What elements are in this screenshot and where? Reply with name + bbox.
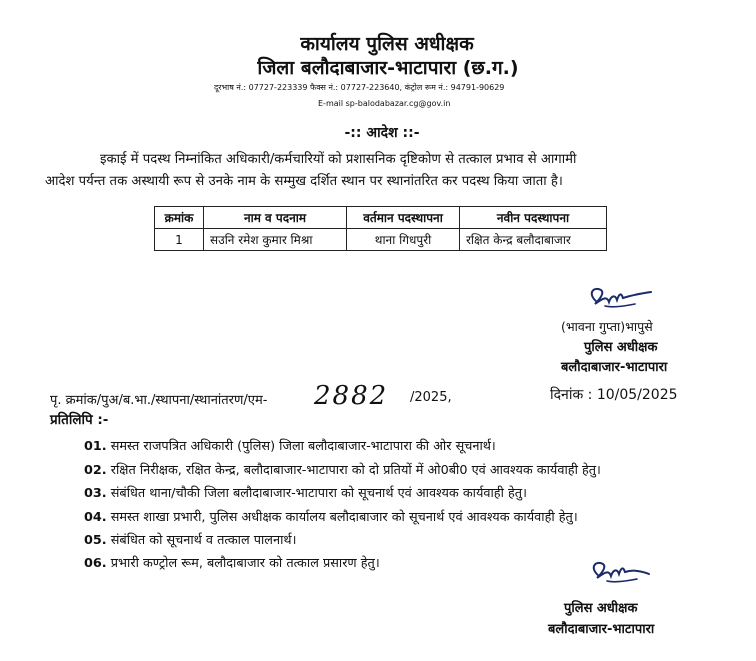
list-item-number: 01. <box>84 439 107 454</box>
col-new-posting: नवीन पदस्थापना <box>460 207 607 229</box>
reference-year: /2025, <box>410 390 452 405</box>
list-item-text: संबंधित थाना/चौकी जिला बलौदाबाजार-भाटापारा को सूचनार्थ एवं आवश्यक कार्यवाही हेतु। <box>110 486 527 501</box>
list-item-number: 06. <box>84 556 107 571</box>
cell-serial: 1 <box>155 229 204 251</box>
list-item-text: संबंधित को सूचनार्थ व तत्काल पालनार्थ। <box>110 533 297 548</box>
transfer-table <box>154 206 607 251</box>
signature-image <box>585 284 655 314</box>
list-item-text: समस्त राजपत्रित अधिकारी (पुलिस) जिला बलौदाबाजार-भाटापारा की ओर सूचनार्थ। <box>110 439 496 454</box>
office-title: कार्यालय पुलिस अधीक्षक <box>300 33 474 55</box>
table-row <box>155 229 607 251</box>
order-line-2: आदेश पर्यन्त तक अस्थायी रूप से उनके नाम के सम्मुख दर्शित स्थान पर स्थानांतरित कर पदस्थ किया जाता है। <box>45 174 563 189</box>
order-paragraph <box>45 149 705 193</box>
cell-new-posting: रक्षित केन्द्र बलौदाबाजार <box>460 229 607 251</box>
list-item-text: प्रभारी कण्ट्रोल रूम, बलौदाबाजार को तत्काल प्रसारण हेतु। <box>110 556 380 571</box>
col-serial: क्रमांक <box>155 207 204 229</box>
table-header-row <box>155 207 607 229</box>
list-item <box>84 507 578 525</box>
footer-signature-image <box>585 556 655 590</box>
col-name: नाम व पदनाम <box>204 207 347 229</box>
list-item-text: रक्षित निरीक्षक, रक्षित केन्द्र, बलौदाबाजार-भाटापारा को दो प्रतियों में ओ0बी0 एवं आवश्यक कार्यवाही हेतु। <box>110 463 601 478</box>
col-current-posting: वर्तमान पदस्थापना <box>347 207 460 229</box>
reference-number: 2882 <box>314 381 389 411</box>
footer-designation: पुलिस अधीक्षक <box>564 601 638 616</box>
cell-name: सउनि रमेश कुमार मिश्रा <box>204 229 347 251</box>
list-item <box>84 553 380 571</box>
list-item <box>84 483 527 501</box>
reference-prefix: पृ. क्रमांक/पुअ/ब.भा./स्थापना/स्थानांतरण/एम- <box>50 393 268 408</box>
list-item <box>84 436 496 454</box>
order-heading: -:: आदेश ::- <box>344 125 420 141</box>
list-item <box>84 530 296 548</box>
footer-district: बलौदाबाजार-भाटापारा <box>548 622 655 637</box>
cell-current-posting: थाना गिधपुरी <box>347 229 460 251</box>
reference-date: दिनांक : 10/05/2025 <box>550 387 678 403</box>
district-title: जिला बलौदाबाजार-भाटापारा (छ.ग.) <box>257 57 519 79</box>
signatory-designation: पुलिस अधीक्षक <box>584 340 658 355</box>
list-item <box>84 460 601 478</box>
list-item-number: 02. <box>84 463 107 478</box>
order-line-1: इकाई में पदस्थ निम्नांकित अधिकारी/कर्मचारियों को प्रशासनिक दृष्टिकोण से तत्काल प्रभाव से आगामी <box>100 152 577 167</box>
list-item-text: समस्त शाखा प्रभारी, पुलिस अधीक्षक कार्यालय बलौदाबाजार को सूचनार्थ एवं आवश्यक कार्यवाही हेतु। <box>110 510 578 525</box>
list-item-number: 03. <box>84 486 107 501</box>
signatory-district: बलौदाबाजार-भाटापारा <box>561 360 668 375</box>
signatory-name: (भावना गुप्ता)भापुसे <box>561 319 653 334</box>
email-line: E-mail sp-balodabazar.cg@gov.in <box>318 99 451 108</box>
copy-heading: प्रतिलिपि :- <box>50 412 109 428</box>
contact-line: दूरभाष नं.: 07727-223339 फैक्स नं.: 07727-223640, कंट्रोल रूम नं.: 94791-90629 <box>214 83 505 92</box>
list-item-number: 05. <box>84 533 107 548</box>
list-item-number: 04. <box>84 510 107 525</box>
